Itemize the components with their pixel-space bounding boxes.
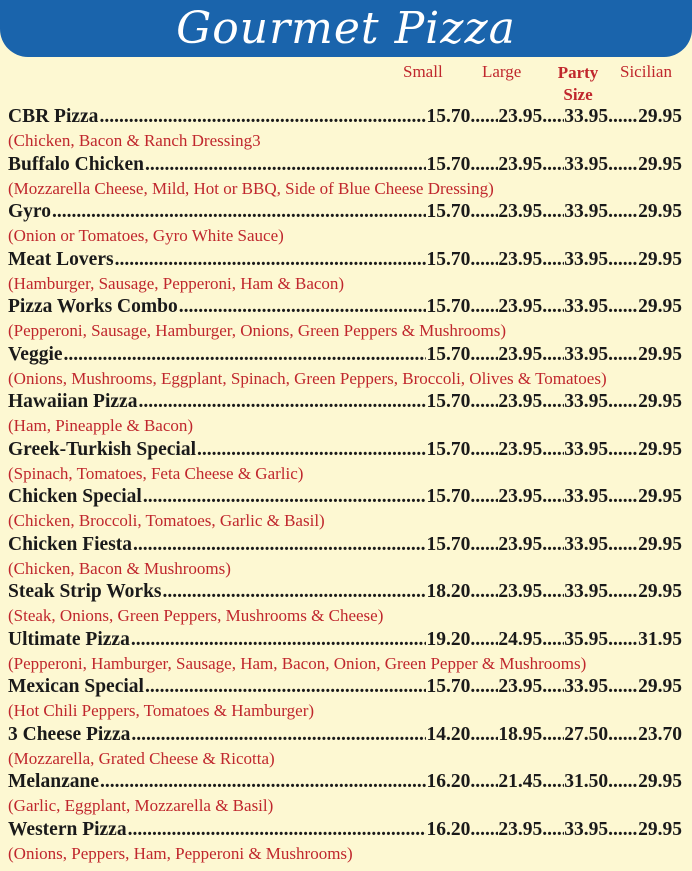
price-party-size: 33.95: [564, 486, 609, 507]
dot-leader: [542, 818, 564, 842]
dot-leader: [100, 770, 426, 794]
dot-leader: [542, 438, 564, 462]
menu-item-description: (Ham, Pineapple & Bacon): [8, 416, 194, 435]
menu-item-name: Greek-Turkish Special: [8, 438, 196, 460]
price-block: [427, 343, 683, 367]
dot-leader: [542, 248, 564, 272]
dot-leader: [470, 533, 498, 557]
dot-leader: [608, 675, 638, 699]
column-header-party-size: [557, 62, 599, 106]
dot-leader: [608, 200, 638, 224]
price-small: 19.20: [426, 628, 471, 650]
price-small: 16.20: [426, 771, 471, 792]
dot-leader: [52, 200, 426, 224]
dot-leader: [608, 390, 638, 414]
dot-leader: [542, 580, 564, 604]
price-party-size: 33.95: [564, 676, 609, 697]
menu-item: [8, 628, 682, 652]
menu-item-name: Ultimate Pizza: [8, 628, 130, 650]
menu-item: [8, 770, 682, 794]
price-block: [427, 770, 683, 794]
price-block: [427, 390, 683, 414]
price-small: 15.70: [426, 248, 471, 270]
price-sicilian: 29.95: [638, 581, 682, 602]
menu-item-name: Buffalo Chicken: [8, 153, 144, 175]
dot-leader: [145, 153, 426, 177]
menu-item-name: Meat Lovers: [8, 248, 114, 270]
price-party-size: 33.95: [564, 248, 609, 270]
price-sicilian: 29.95: [638, 438, 682, 460]
price-party-size: 33.95: [564, 533, 609, 555]
price-block: [427, 438, 683, 462]
menu-item: [8, 675, 682, 699]
menu-item-name: Steak Strip Works: [8, 581, 162, 602]
price-large: 23.95: [498, 106, 543, 127]
dot-leader: [542, 675, 564, 699]
price-block: [427, 818, 683, 842]
price-sicilian: 29.95: [638, 296, 682, 317]
price-sicilian: 29.95: [638, 676, 682, 697]
price-party-size: 33.95: [564, 343, 609, 365]
price-large: 18.95: [498, 723, 543, 745]
price-party-size: 27.50: [564, 723, 609, 745]
price-party-size: 33.95: [564, 391, 609, 412]
price-block: [427, 485, 683, 509]
price-block: [427, 723, 683, 747]
menu-item-description: (Onions, Peppers, Ham, Pepperoni & Mushrooms): [8, 843, 353, 863]
column-header-large: Large: [482, 62, 522, 81]
menu-item: [8, 295, 682, 319]
menu-item: [8, 580, 682, 604]
price-block: [427, 153, 683, 177]
price-sicilian: 29.95: [638, 153, 682, 175]
dot-leader: [608, 533, 638, 557]
price-large: 24.95: [498, 628, 543, 650]
price-sicilian: 29.95: [638, 343, 682, 365]
price-sicilian: 29.95: [638, 391, 682, 412]
dot-leader: [133, 533, 425, 557]
price-party-size: 33.95: [564, 581, 609, 602]
dot-leader: [470, 675, 498, 699]
menu-item-name: CBR Pizza: [8, 106, 99, 127]
dot-leader: [542, 343, 564, 367]
menu-list: [8, 105, 682, 865]
price-large: 23.95: [498, 391, 543, 412]
price-large: 23.95: [498, 818, 543, 840]
price-party-size: 33.95: [564, 106, 609, 127]
price-small: 18.20: [426, 581, 471, 602]
price-block: [427, 628, 683, 652]
price-small: 15.70: [426, 533, 471, 555]
menu-item-description: (Hot Chili Peppers, Tomatoes & Hamburger): [8, 701, 315, 720]
menu-item: [8, 248, 682, 272]
banner-title: Gourmet Pizza: [176, 2, 516, 54]
menu-item-name: Hawaiian Pizza: [8, 391, 138, 412]
price-large: 23.95: [498, 248, 543, 270]
price-block: [427, 580, 683, 604]
price-small: 15.70: [426, 438, 471, 460]
menu-item-description: (Mozzarella Cheese, Mild, Hot or BBQ, Side of Blue Cheese Dressing): [8, 178, 494, 198]
dot-leader: [131, 628, 426, 652]
menu-item: [8, 438, 682, 462]
price-sicilian: 29.95: [638, 771, 682, 792]
menu-item: [8, 200, 682, 224]
dot-leader: [470, 818, 498, 842]
menu-item-name: 3 Cheese Pizza: [8, 723, 131, 745]
price-large: 23.95: [498, 153, 543, 175]
menu-item: [8, 105, 682, 129]
dot-leader: [542, 153, 564, 177]
menu-item-description: (Pepperoni, Sausage, Hamburger, Onions, Green Peppers & Mushrooms): [8, 321, 507, 340]
dot-leader: [197, 438, 426, 462]
dot-leader: [470, 438, 498, 462]
price-large: 23.95: [498, 676, 543, 697]
price-sicilian: 29.95: [638, 486, 682, 507]
dot-leader: [608, 628, 638, 652]
price-large: 23.95: [498, 533, 543, 555]
price-small: 15.70: [426, 391, 471, 412]
price-large: 23.95: [498, 581, 543, 602]
dot-leader: [179, 295, 426, 319]
dot-leader: [470, 105, 498, 129]
menu-item-name: Veggie: [8, 343, 63, 365]
menu-item-description: (Chicken, Broccoli, Tomatoes, Garlic & Basil): [8, 511, 325, 530]
menu-item-name: Chicken Special: [8, 486, 142, 507]
price-sicilian: 29.95: [638, 533, 682, 555]
dot-leader: [608, 438, 638, 462]
menu-item: [8, 485, 682, 509]
price-large: 23.95: [498, 486, 543, 507]
price-small: 15.70: [426, 486, 471, 507]
dot-leader: [608, 818, 638, 842]
menu-item-description: (Chicken, Bacon & Ranch Dressing3: [8, 131, 261, 150]
party-line1: Party: [557, 63, 599, 82]
price-large: 23.95: [498, 343, 543, 365]
dot-leader: [542, 485, 564, 509]
menu-item-description: (Chicken, Bacon & Mushrooms): [8, 558, 231, 578]
dot-leader: [470, 343, 498, 367]
dot-leader: [128, 818, 426, 842]
dot-leader: [608, 295, 638, 319]
dot-leader: [138, 390, 425, 414]
dot-leader: [608, 485, 638, 509]
price-block: [427, 105, 683, 129]
menu-item-name: Mexican Special: [8, 676, 144, 697]
menu-item-description: (Onions, Mushrooms, Eggplant, Spinach, Green Peppers, Broccoli, Olives & Tomatoes): [8, 368, 607, 388]
price-large: 21.45: [498, 771, 543, 792]
dot-leader: [608, 248, 638, 272]
dot-leader: [542, 770, 564, 794]
dot-leader: [64, 343, 426, 367]
menu-item-name: Gyro: [8, 201, 51, 222]
price-sicilian: 29.95: [638, 818, 682, 840]
menu-item-name: Melanzane: [8, 771, 99, 792]
dot-leader: [131, 723, 425, 747]
menu-item: [8, 723, 682, 747]
title-banner: [0, 0, 692, 57]
menu-item-description: (Hamburger, Sausage, Pepperoni, Ham & Bacon): [8, 273, 345, 293]
dot-leader: [608, 770, 638, 794]
price-party-size: 33.95: [564, 153, 609, 175]
price-small: 15.70: [426, 296, 471, 317]
price-sicilian: 23.70: [638, 723, 682, 745]
dot-leader: [608, 153, 638, 177]
price-small: 16.20: [426, 818, 471, 840]
dot-leader: [145, 675, 426, 699]
column-header-small: Small: [403, 62, 443, 81]
dot-leader: [542, 533, 564, 557]
price-party-size: 33.95: [564, 438, 609, 460]
menu-item-description: (Steak, Onions, Green Peppers, Mushrooms & Cheese): [8, 606, 384, 625]
menu-item-name: Chicken Fiesta: [8, 533, 133, 555]
price-block: [427, 200, 683, 224]
dot-leader: [470, 295, 498, 319]
menu-item: [8, 533, 682, 557]
price-large: 23.95: [498, 296, 543, 317]
price-large: 23.95: [498, 201, 543, 222]
dot-leader: [608, 723, 638, 747]
dot-leader: [470, 200, 498, 224]
dot-leader: [470, 628, 498, 652]
price-party-size: 33.95: [564, 201, 609, 222]
price-large: 23.95: [498, 438, 543, 460]
menu-item-description: (Onion or Tomatoes, Gyro White Sauce): [8, 226, 284, 245]
price-small: 15.70: [426, 201, 471, 222]
price-sicilian: 29.95: [638, 248, 682, 270]
price-party-size: 31.50: [564, 771, 609, 792]
menu-item-description: (Mozzarella, Grated Cheese & Ricotta): [8, 748, 275, 768]
menu-item: [8, 818, 682, 842]
price-small: 15.70: [426, 343, 471, 365]
dot-leader: [470, 723, 498, 747]
price-small: 15.70: [426, 153, 471, 175]
price-block: [427, 533, 683, 557]
menu-item-name: Western Pizza: [8, 818, 127, 840]
party-line2: Size: [563, 85, 593, 104]
dot-leader: [608, 105, 638, 129]
menu-item-description: (Spinach, Tomatoes, Feta Cheese & Garlic): [8, 463, 304, 483]
dot-leader: [163, 580, 426, 604]
price-small: 15.70: [426, 106, 471, 127]
menu-item-description: (Garlic, Eggplant, Mozzarella & Basil): [8, 796, 274, 815]
menu-item: [8, 390, 682, 414]
price-party-size: 33.95: [564, 296, 609, 317]
price-block: [427, 675, 683, 699]
dot-leader: [542, 105, 564, 129]
dot-leader: [542, 295, 564, 319]
price-block: [427, 248, 683, 272]
dot-leader: [470, 248, 498, 272]
price-party-size: 33.95: [564, 818, 609, 840]
dot-leader: [470, 153, 498, 177]
menu-item: [8, 343, 682, 367]
dot-leader: [143, 485, 426, 509]
menu-item-description: (Pepperoni, Hamburger, Sausage, Ham, Bacon, Onion, Green Pepper & Mushrooms): [8, 653, 587, 673]
price-sicilian: 29.95: [638, 106, 682, 127]
dot-leader: [608, 580, 638, 604]
price-sicilian: 29.95: [638, 201, 682, 222]
dot-leader: [470, 580, 498, 604]
menu-item-name: Pizza Works Combo: [8, 296, 178, 317]
price-small: 15.70: [426, 676, 471, 697]
price-small: 14.20: [426, 723, 471, 745]
price-block: [427, 295, 683, 319]
dot-leader: [470, 485, 498, 509]
menu-item: [8, 153, 682, 177]
dot-leader: [470, 770, 498, 794]
dot-leader: [99, 105, 425, 129]
price-sicilian: 31.95: [638, 628, 682, 650]
size-column-headers: [0, 62, 692, 106]
price-party-size: 35.95: [564, 628, 609, 650]
dot-leader: [608, 343, 638, 367]
dot-leader: [542, 723, 564, 747]
dot-leader: [542, 390, 564, 414]
dot-leader: [542, 200, 564, 224]
dot-leader: [470, 390, 498, 414]
column-header-sicilian: Sicilian: [620, 62, 672, 81]
dot-leader: [542, 628, 564, 652]
dot-leader: [115, 248, 426, 272]
